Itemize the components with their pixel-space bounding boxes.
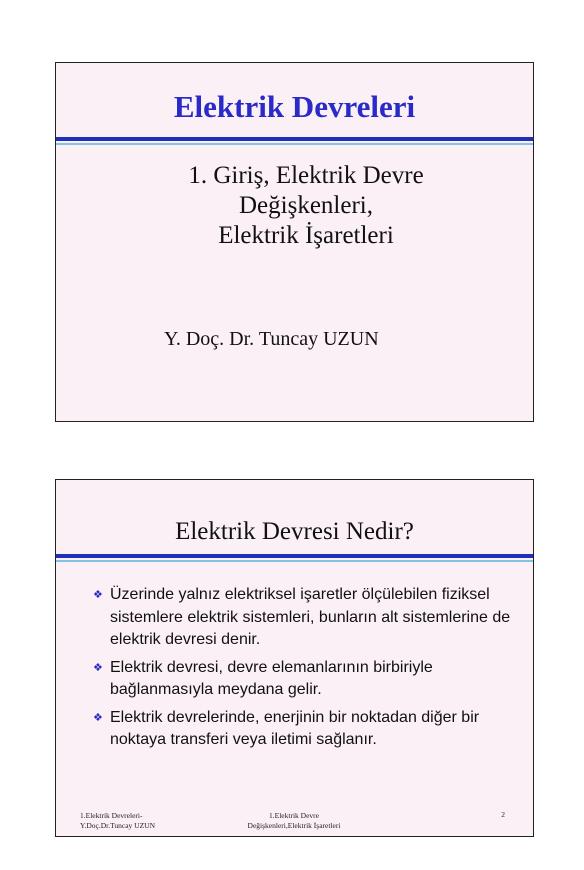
bullet-item xyxy=(92,584,512,652)
slide-2 xyxy=(55,479,534,837)
footer-center-line: 1.Elektrik Devre xyxy=(269,811,319,820)
slide-1-title: Elektrik Devreleri xyxy=(173,89,416,124)
footer-left-line: 1.Elektrik Devreleri- xyxy=(80,811,143,820)
bullet-item xyxy=(92,707,512,752)
bullet-text: Elektrik devrelerinde, enerjinin bir noktadan diğer bir noktaya transferi veya iletimi sağlanır. xyxy=(110,708,480,748)
title-divider-light xyxy=(56,560,533,562)
title-divider-dark xyxy=(56,554,533,558)
subtitle-line: 1. Giriş, Elektrik Devre xyxy=(188,162,424,189)
footer-center-line: Değişkenleri,Elektrik İşaretleri xyxy=(247,821,341,830)
slide-1 xyxy=(55,62,534,422)
bullet-item xyxy=(92,657,512,702)
slide-1-author: Y. Doç. Dr. Tuncay UZUN xyxy=(164,328,379,350)
footer-left-line: Y.Doç.Dr.Tuncay UZUN xyxy=(80,821,155,830)
title-divider-light xyxy=(56,143,533,145)
slide-2-title: Elektrik Devresi Nedir? xyxy=(175,518,414,545)
subtitle-line: Değişkenleri, xyxy=(239,192,373,219)
page-number: 2 xyxy=(501,810,505,819)
diamond-bullet-icon: ❖ xyxy=(93,589,103,601)
bullet-text: Elektrik devresi, devre elemanlarının birbiriyle bağlanmasıyla meydana gelir. xyxy=(110,658,433,698)
diamond-bullet-icon: ❖ xyxy=(93,711,103,724)
slide-1-subtitle xyxy=(136,161,476,251)
bullet-list xyxy=(92,584,512,757)
footer-left xyxy=(80,811,155,831)
footer-center xyxy=(234,811,354,831)
diamond-bullet-icon: ❖ xyxy=(93,661,103,674)
bullet-text: Üzerinde yalnız elektriksel işaretler ölçülebilen fiziksel sistemlere elektrik sistemleri, bunların alt sistemlerine de elektrik devresi denir. xyxy=(110,586,511,648)
title-divider-dark xyxy=(56,137,533,141)
subtitle-line: Elektrik İşaretleri xyxy=(218,222,394,249)
